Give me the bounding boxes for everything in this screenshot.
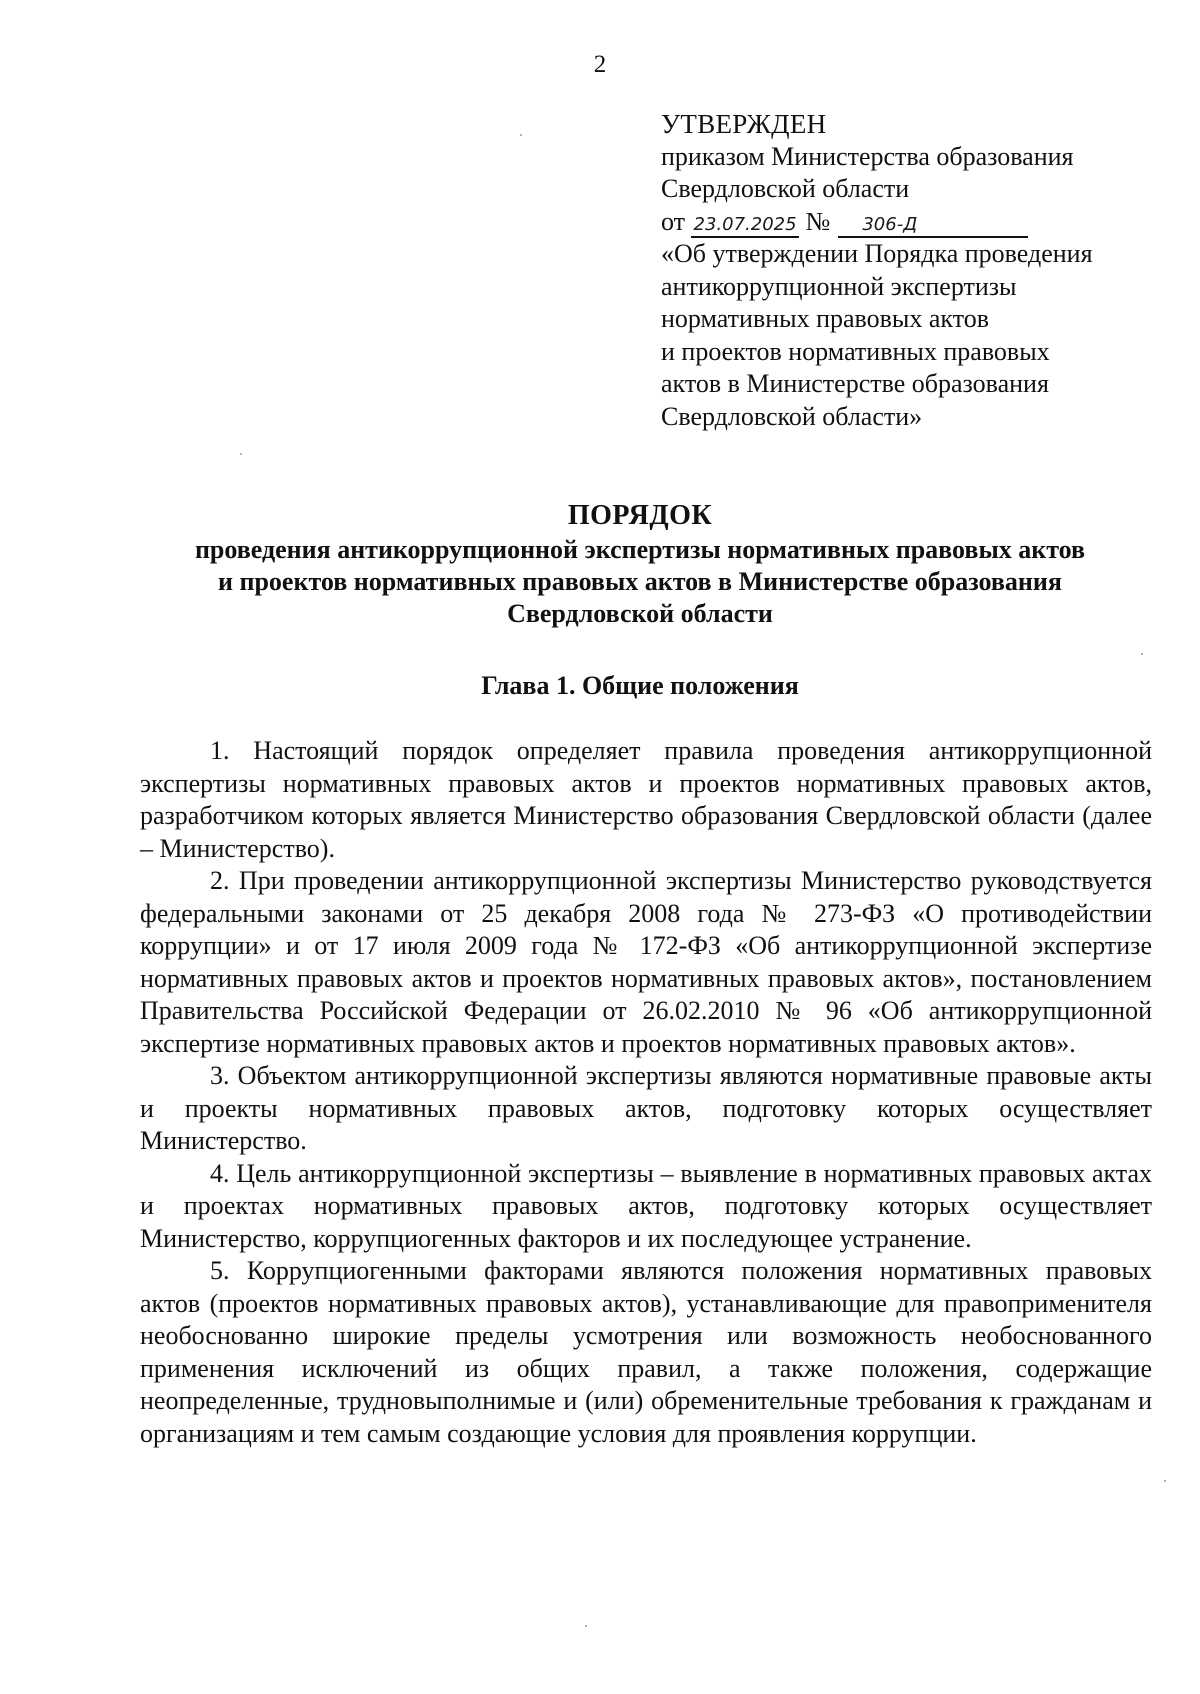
handwritten-date-value: 23.07.2025 <box>693 213 797 235</box>
approval-subject-line: Свердловской области» <box>661 401 923 431</box>
scan-speck <box>520 134 522 136</box>
handwritten-date <box>691 211 799 238</box>
handwritten-number-value: 306-Д <box>862 213 918 235</box>
approval-line: приказом Министерства образования <box>661 141 1074 171</box>
chapter-heading: Глава 1. Общие положения <box>481 671 799 700</box>
approval-stamp-block <box>661 108 1181 433</box>
handwritten-number <box>838 211 1028 238</box>
number-label: № <box>805 206 831 236</box>
paragraph-3: 3. Объектом антикоррупционной экспертизы являются нормативные правовые акты и проекты нормативных правовых актов, подготовку которых осуществляет Министерство. <box>140 1061 1152 1155</box>
approval-line: Свердловской области <box>661 174 910 203</box>
page-number: 2 <box>593 51 607 78</box>
document-title-line: проведения антикоррупционной экспертизы нормативных правовых актов <box>194 535 1086 564</box>
approval-date-number-line <box>661 206 1181 239</box>
date-prefix: от <box>661 206 686 236</box>
scan-speck <box>240 453 242 455</box>
paragraph-1: 1. Настоящий порядок определяет правила проведения антикоррупционной экспертизы нормативных правовых актов и проектов нормативных правовых актов, разработчиком которых является Министерство образования Свердловской области (далее – Министерство). <box>140 736 1152 863</box>
approval-subject-line: антикоррупционной экспертизы <box>661 271 1017 301</box>
approval-heading: УТВЕРЖДЕН <box>661 109 827 139</box>
approval-subject-line: и проектов нормативных правовых <box>661 336 1050 366</box>
scan-speck <box>1141 653 1143 655</box>
scan-speck <box>585 1625 587 1627</box>
approval-subject-line: актов в Министерстве образования <box>661 369 1049 398</box>
document-body <box>140 735 1152 1450</box>
approval-subject-line: «Об утверждении Порядка проведения <box>661 239 1093 268</box>
scan-speck <box>1164 1480 1166 1482</box>
paragraph-2: 2. При проведении антикоррупционной экспертизы Министерство руководствуется федеральными законами от 25 декабря 2008 года № 273-ФЗ «О противодействии коррупции» и от 17 июля 2009 года № 172-ФЗ «Об антикоррупционной экспертизе нормативных правовых актов и проектов нормативных правовых актов», постановлением Правительства Российской Федерации от 26.02.2010 № 96 «Об антикоррупционной экспертизе нормативных правовых актов и проектов нормативных правовых актов». <box>140 866 1152 1058</box>
document-title-main: ПОРЯДОК <box>567 500 713 531</box>
document-title-line: Свердловской области <box>507 599 773 628</box>
document-title-line: и проектов нормативных правовых актов в Министерстве образования <box>218 567 1062 596</box>
document-title <box>140 500 1140 630</box>
paragraph-5: 5. Коррупциогенными факторами являются положения нормативных правовых актов (проектов нормативных правовых актов), устанавливающие для правоприменителя необоснованно широкие пределы усмотрения или возможность необоснованного применения исключений из общих правил, а также положения, содержащие неопределенные, трудновыполнимые и (или) обременительные требования к гражданам и организациям и тем самым создающие условия для проявления коррупции. <box>140 1256 1152 1448</box>
approval-subject-line: нормативных правовых актов <box>661 304 990 333</box>
paragraph-4: 4. Цель антикоррупционной экспертизы – выявление в нормативных правовых актах и проектах нормативных правовых актов, подготовку которых осуществляет Министерство, коррупциогенных факторов и их последующее устранение. <box>140 1158 1152 1253</box>
